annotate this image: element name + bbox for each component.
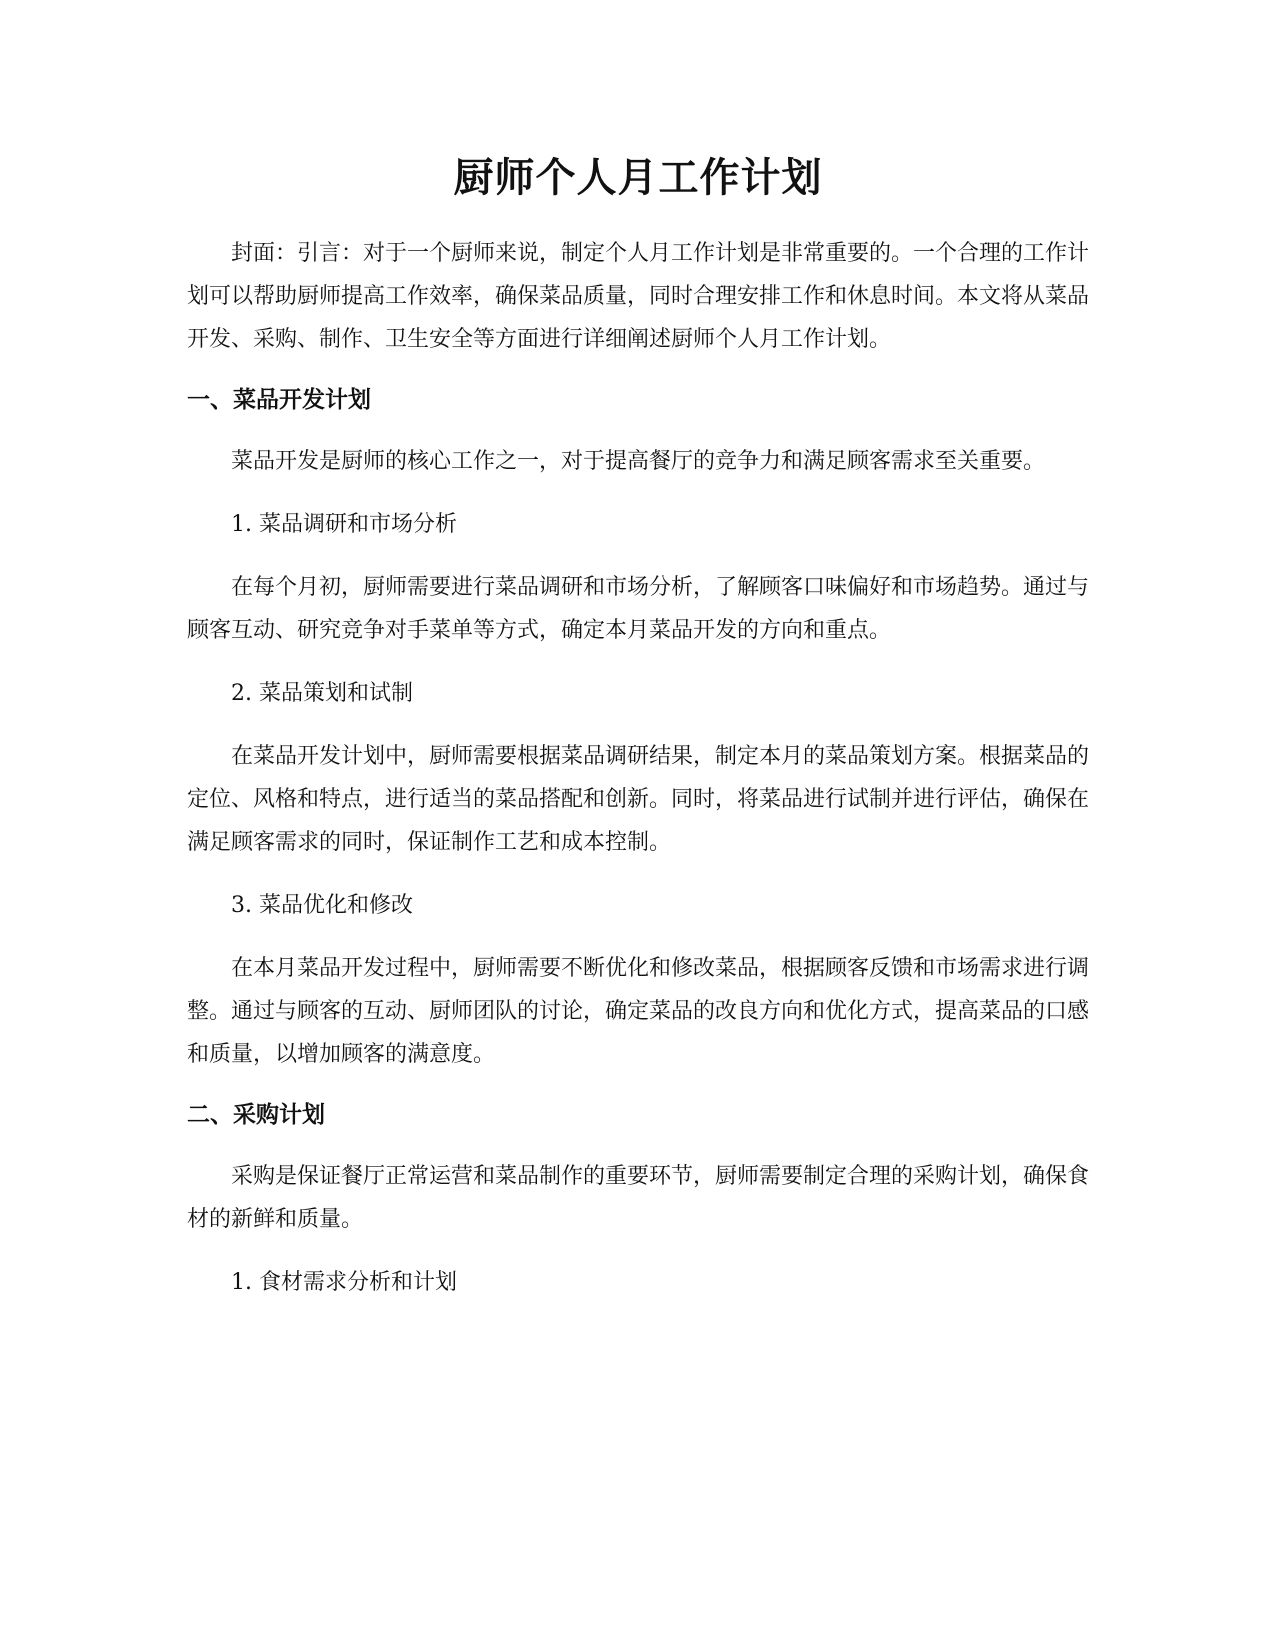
section2-item1-title: 1. 食材需求分析和计划 [231,1270,457,1295]
document-title: 厨师个人月工作计划 [453,155,823,201]
section-heading-menu-development: 一、菜品开发计划 [187,387,371,413]
section1-item3-title: 3. 菜品优化和修改 [231,893,413,918]
section1-item1-title: 1. 菜品调研和市场分析 [231,512,457,537]
section1-lead-paragraph: 菜品开发是厨师的核心工作之一，对于提高餐厅的竞争力和满足顾客需求至关重要。 [231,449,1046,474]
section1-item1-paragraph: 在每个月初，厨师需要进行菜品调研和市场分析，了解顾客口味偏好和市场趋势。通过与顾客互动、研究竞争对手菜单等方式，确定本月菜品开发的方向和重点。 [187,575,1090,643]
section1-item2-paragraph: 在菜品开发计划中，厨师需要根据菜品调研结果，制定本月的菜品策划方案。根据菜品的定位、风格和特点，进行适当的菜品搭配和创新。同时，将菜品进行试制并进行评估，确保在满足顾客需求的同时，保证制作工艺和成本控制。 [187,744,1090,855]
section-heading-purchasing: 二、采购计划 [187,1102,325,1128]
intro-paragraph: 封面：引言：对于一个厨师来说，制定个人月工作计划是非常重要的。一个合理的工作计划可以帮助厨师提高工作效率，确保菜品质量，同时合理安排工作和休息时间。本文将从菜品开发、采购、制作、卫生安全等方面进行详细阐述厨师个人月工作计划。 [187,241,1090,352]
document-page [187,0,1089,1304]
section2-lead-paragraph: 采购是保证餐厅正常运营和菜品制作的重要环节，厨师需要制定合理的采购计划，确保食材的新鲜和质量。 [187,1164,1090,1232]
section1-item3-paragraph: 在本月菜品开发过程中，厨师需要不断优化和修改菜品，根据顾客反馈和市场需求进行调整。通过与顾客的互动、厨师团队的讨论，确定菜品的改良方向和优化方式，提高菜品的口感和质量，以增加顾客的满意度。 [187,956,1090,1067]
section1-item2-title: 2. 菜品策划和试制 [231,681,413,706]
